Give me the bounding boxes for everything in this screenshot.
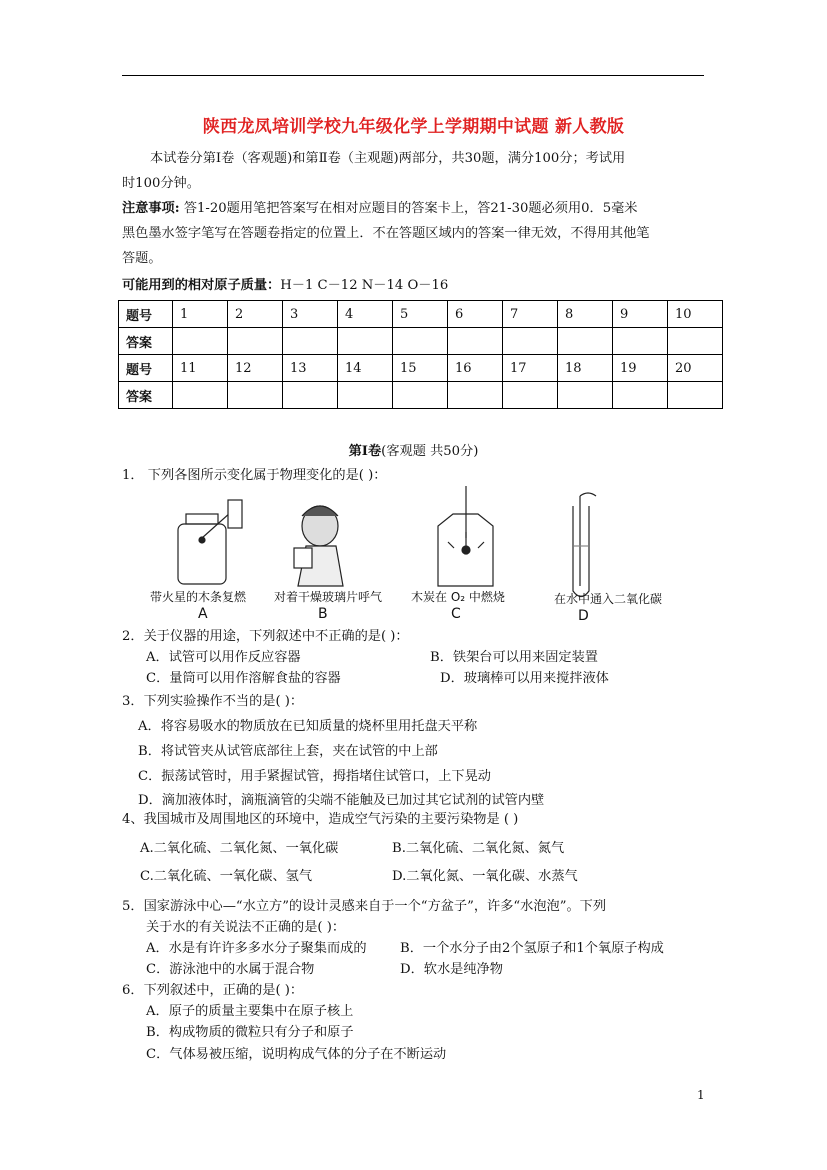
question-3: 3．下列实验操作不当的是( )： [122,694,304,709]
table-row [119,328,723,355]
answer-cell[interactable] [503,382,558,409]
answer-cell[interactable] [283,382,338,409]
answer-cell[interactable] [668,328,723,355]
q3-option-c: C．振荡试管时，用手紧握试管，拇指堵住试管口，上下晃动 [138,769,491,784]
figure-letter-a: A [198,606,208,622]
intro-line1: 本试卷分第Ⅰ卷（客观题)和第Ⅱ卷（主观题)两部分，共30题，满分100分；考试用 [150,151,626,166]
answer-cell[interactable] [448,382,503,409]
notice-line3: 答题。 [122,251,162,266]
table-row [119,301,723,328]
notice-line2: 黑色墨水签字笔写在答题卷指定的位置上．不在答题区域内的答案一律无效，不得用其他笔 [122,226,650,241]
question-1-figure [148,486,678,626]
figure-letter-c: C [451,606,461,622]
figure-caption-c: 木炭在 O₂ 中燃烧 [411,590,505,604]
answer-cell[interactable] [338,382,393,409]
q6-option-b: B．构成物质的微粒只有分子和原子 [146,1025,354,1040]
q2-option-a: A．试管可以用作反应容器 [146,650,301,665]
question-number-cell: 10 [668,301,723,328]
answer-cell[interactable] [668,382,723,409]
answer-cell[interactable] [173,328,228,355]
q2-option-c: C．量筒可以用作溶解食盐的容器 [146,671,341,686]
atomic-label: 可能用到的相对原子质量： [122,278,281,293]
question-number-cell: 14 [338,355,393,382]
question-number-cell: 5 [393,301,448,328]
gas-bottle-illustration [438,486,493,586]
notice-text1: 答1-20题用笔把答案写在相对应题目的答案卡上，答21-30题必须用0．5毫米 [179,201,638,216]
figure-letter-b: B [318,606,328,622]
question-number-cell: 7 [503,301,558,328]
notice-label: 注意事项: [122,201,180,216]
q5-option-d: D．软水是纯净物 [400,962,503,977]
table-row [119,382,723,409]
question-number-cell: 13 [283,355,338,382]
q5-option-c: C．游泳池中的水属于混合物 [146,962,315,977]
question-number-cell: 15 [393,355,448,382]
answer-cell[interactable] [613,382,668,409]
header-rule [122,75,704,76]
answer-table [118,300,723,409]
q4-option-a: A.二氧化硫、二氧化氮、一氧化碳 [140,841,339,856]
test-tube-illustration [573,493,596,597]
answer-cell[interactable] [393,328,448,355]
atomic-values: H－1 C－12 N－14 O－16 [280,278,449,293]
question-number-cell: 16 [448,355,503,382]
q4-option-b: B.二氧化硫、二氧化氮、氮气 [392,841,565,856]
q2-option-b: B．铁架台可以用来固定装置 [430,650,598,665]
question-6: 6．下列叙述中，正确的是( )： [122,983,304,998]
q5-option-a: A．水是有许许多多水分子聚集而成的 [146,941,367,956]
question-number-cell: 19 [613,355,668,382]
q4-option-c: C.二氧化硫、一氧化碳、氢气 [140,869,313,884]
figure-caption-b: 对着干燥玻璃片呼气 [274,590,383,604]
question-number-header: 题号 [119,301,173,328]
figure-caption-d: 在水中通入二氧化碳 [554,592,663,606]
answer-cell[interactable] [393,382,448,409]
atomic-mass-line [122,273,704,298]
q3-option-b: B．将试管夹从试管底部往上套，夹在试管的中上部 [138,744,438,759]
section-title-bold: 第Ⅰ卷 [348,444,382,459]
notice-line1 [122,196,704,221]
question-1: 1． 下列各图所示变化属于物理变化的是( )： [122,468,387,483]
page-title: 陕西龙凤培训学校九年级化学上学期期中试题 新人教版 [202,117,625,137]
q5-option-b: B．一个水分子由2个氢原子和1个氧原子构成 [400,941,664,956]
question-number-cell: 17 [503,355,558,382]
person-breathing-illustration [294,506,343,586]
question-number-cell: 18 [558,355,613,382]
answer-cell[interactable] [448,328,503,355]
question-number-cell: 2 [228,301,283,328]
q4-option-d: D.二氧化氮、一氧化碳、水蒸气 [392,869,578,884]
answer-cell[interactable] [283,328,338,355]
answer-header: 答案 [119,382,173,409]
figure-caption-a: 带火星的木条复燃 [150,590,247,604]
answer-header: 答案 [119,328,173,355]
intro-line2: 时100分钟。 [122,176,200,191]
section-title [0,440,827,459]
question-number-cell: 6 [448,301,503,328]
q6-option-a: A．原子的质量主要集中在原子核上 [146,1004,354,1019]
question-5-line2: 关于水的有关说法不正确的是( )： [146,920,346,935]
table-row [119,355,723,382]
bottle-splint-illustration [178,500,242,584]
question-number-cell: 3 [283,301,338,328]
question-number-cell: 8 [558,301,613,328]
question-number-cell: 4 [338,301,393,328]
question-5-line1: 5．国家游泳中心—“水立方”的设计灵感来自于一个“方盆子”，许多“水泡泡”。下列 [122,899,607,914]
question-number-cell: 9 [613,301,668,328]
q2-option-d: D．玻璃棒可以用来搅拌液体 [440,671,609,686]
answer-cell[interactable] [558,328,613,355]
figure-letter-d: D [578,608,589,624]
answer-cell[interactable] [228,382,283,409]
q6-option-c: C．气体易被压缩，说明构成气体的分子在不断运动 [146,1047,447,1062]
q3-option-d: D．滴加液体时，滴瓶滴管的尖端不能触及已加过其它试剂的试管内壁 [138,793,545,808]
q3-option-a: A．将容易吸水的物质放在已知质量的烧杯里用托盘天平称 [138,719,478,734]
answer-cell[interactable] [558,382,613,409]
question-2: 2．关于仪器的用途，下列叙述中不正确的是( )： [122,629,409,644]
question-number-cell: 1 [173,301,228,328]
question-4: 4、我国城市及周围地区的环境中，造成空气污染的主要污染物是 ( ) [122,812,519,827]
answer-cell[interactable] [173,382,228,409]
answer-cell[interactable] [228,328,283,355]
answer-cell[interactable] [503,328,558,355]
answer-cell[interactable] [613,328,668,355]
question-number-header: 题号 [119,355,173,382]
question-number-cell: 20 [668,355,723,382]
question-number-cell: 11 [173,355,228,382]
page-number: 1 [697,1088,705,1102]
section-title-rest: (客观题 共50分) [381,444,479,459]
answer-cell[interactable] [338,328,393,355]
question-number-cell: 12 [228,355,283,382]
